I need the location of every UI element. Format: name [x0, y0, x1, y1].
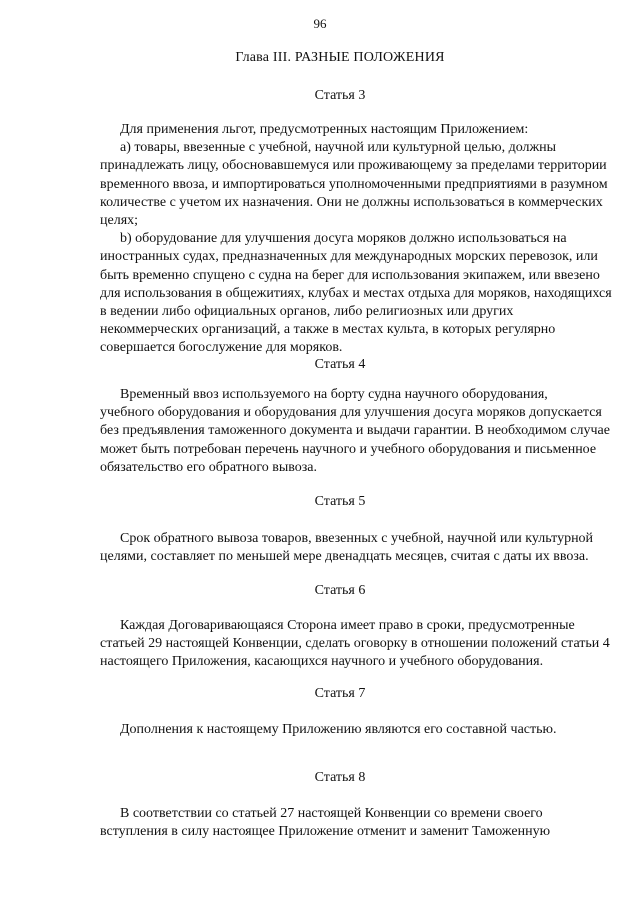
article-6-line: настоящего Приложения, касающихся научного и учебного оборудования.	[100, 654, 544, 670]
article-6-line: Каждая Договаривающаяся Сторона имеет право в сроки, предусмотренные	[120, 618, 575, 633]
chapter-title: Глава III. РАЗНЫЕ ПОЛОЖЕНИЯ	[235, 50, 445, 65]
article-8-line: В соответствии со статьей 27 настоящей Конвенции со времени своего	[120, 806, 543, 821]
article-3-line: некоммерческих организаций, а также в местах культа, в которых регулярно	[100, 322, 556, 338]
article-3-line: a) товары, ввезенные с учебной, научной или культурной целью, должны	[120, 140, 557, 156]
article-5-line: целями, составляет по меньшей мере двенадцать месяцев, считая с даты их ввоза.	[100, 549, 589, 565]
article-8-body	[100, 805, 608, 841]
article-5-title: Статья 5	[314, 494, 366, 509]
article-3-line: временного ввоза, и импортироваться уполномоченными предприятиями в разумном	[100, 176, 608, 192]
article-8-title: Статья 8	[314, 770, 366, 785]
article-3-line: для использования в общежитиях, клубах и местах отдыха для моряков, находящихся	[100, 285, 612, 301]
article-5-line: Срок обратного вывоза товаров, ввезенных с учебной, научной или культурной	[120, 531, 594, 546]
article-4-title: Статья 4	[314, 357, 366, 372]
page-number: 96	[313, 16, 327, 31]
article-3-line: b) оборудование для улучшения досуга моряков должно использоваться на	[120, 231, 567, 247]
article-6-line: статьей 29 настоящей Конвенции, сделать оговорку в отношении положений статьи 4	[100, 636, 610, 652]
article-8-line: вступления в силу настоящее Приложение отменит и заменит Таможенную	[100, 824, 551, 840]
article-3-line: целях;	[100, 213, 139, 229]
article-3-line: принадлежать лицу, обосновавшемуся или проживающему за пределами территории	[100, 158, 607, 174]
article-4-line: может быть потребован перечень научного и учебного оборудования и письменное	[100, 441, 597, 457]
article-3-line: Для применения льгот, предусмотренных настоящим Приложением:	[120, 122, 529, 137]
article-4-line: обязательство его обратного вывоза.	[100, 459, 318, 475]
article-3-line: иностранных судах, предназначенных для международных морских перевозок, или	[100, 249, 598, 265]
article-3-line: в ведении либо официальных органов, либо религиозных или других	[100, 304, 514, 320]
article-4-line: Временный ввоз используемого на борту судна научного оборудования,	[120, 387, 548, 402]
article-5-body	[100, 530, 608, 566]
article-7-body	[100, 721, 608, 739]
article-7-title: Статья 7	[314, 686, 366, 701]
article-3-body	[100, 121, 612, 358]
article-3-line: быть временно спущено с судна на берег для использования экипажем, или ввезено	[100, 267, 600, 283]
article-4-line: учебного оборудования и оборудования для улучшения досуга моряков допускается	[100, 405, 602, 421]
article-6-body	[100, 617, 608, 672]
article-3-line: совершается богослужение для моряков.	[100, 340, 343, 356]
article-3-title: Статья 3	[314, 88, 366, 103]
article-4-line: без предъявления таможенного документа и выдачи гарантии. В необходимом случае	[100, 423, 610, 439]
article-4-body	[100, 386, 608, 477]
article-7-line: Дополнения к настоящему Приложению являются его составной частью.	[120, 722, 557, 737]
article-3-line: количестве с учетом их назначения. Они не должны использоваться в коммерческих	[100, 194, 603, 210]
article-6-title: Статья 6	[314, 583, 366, 598]
